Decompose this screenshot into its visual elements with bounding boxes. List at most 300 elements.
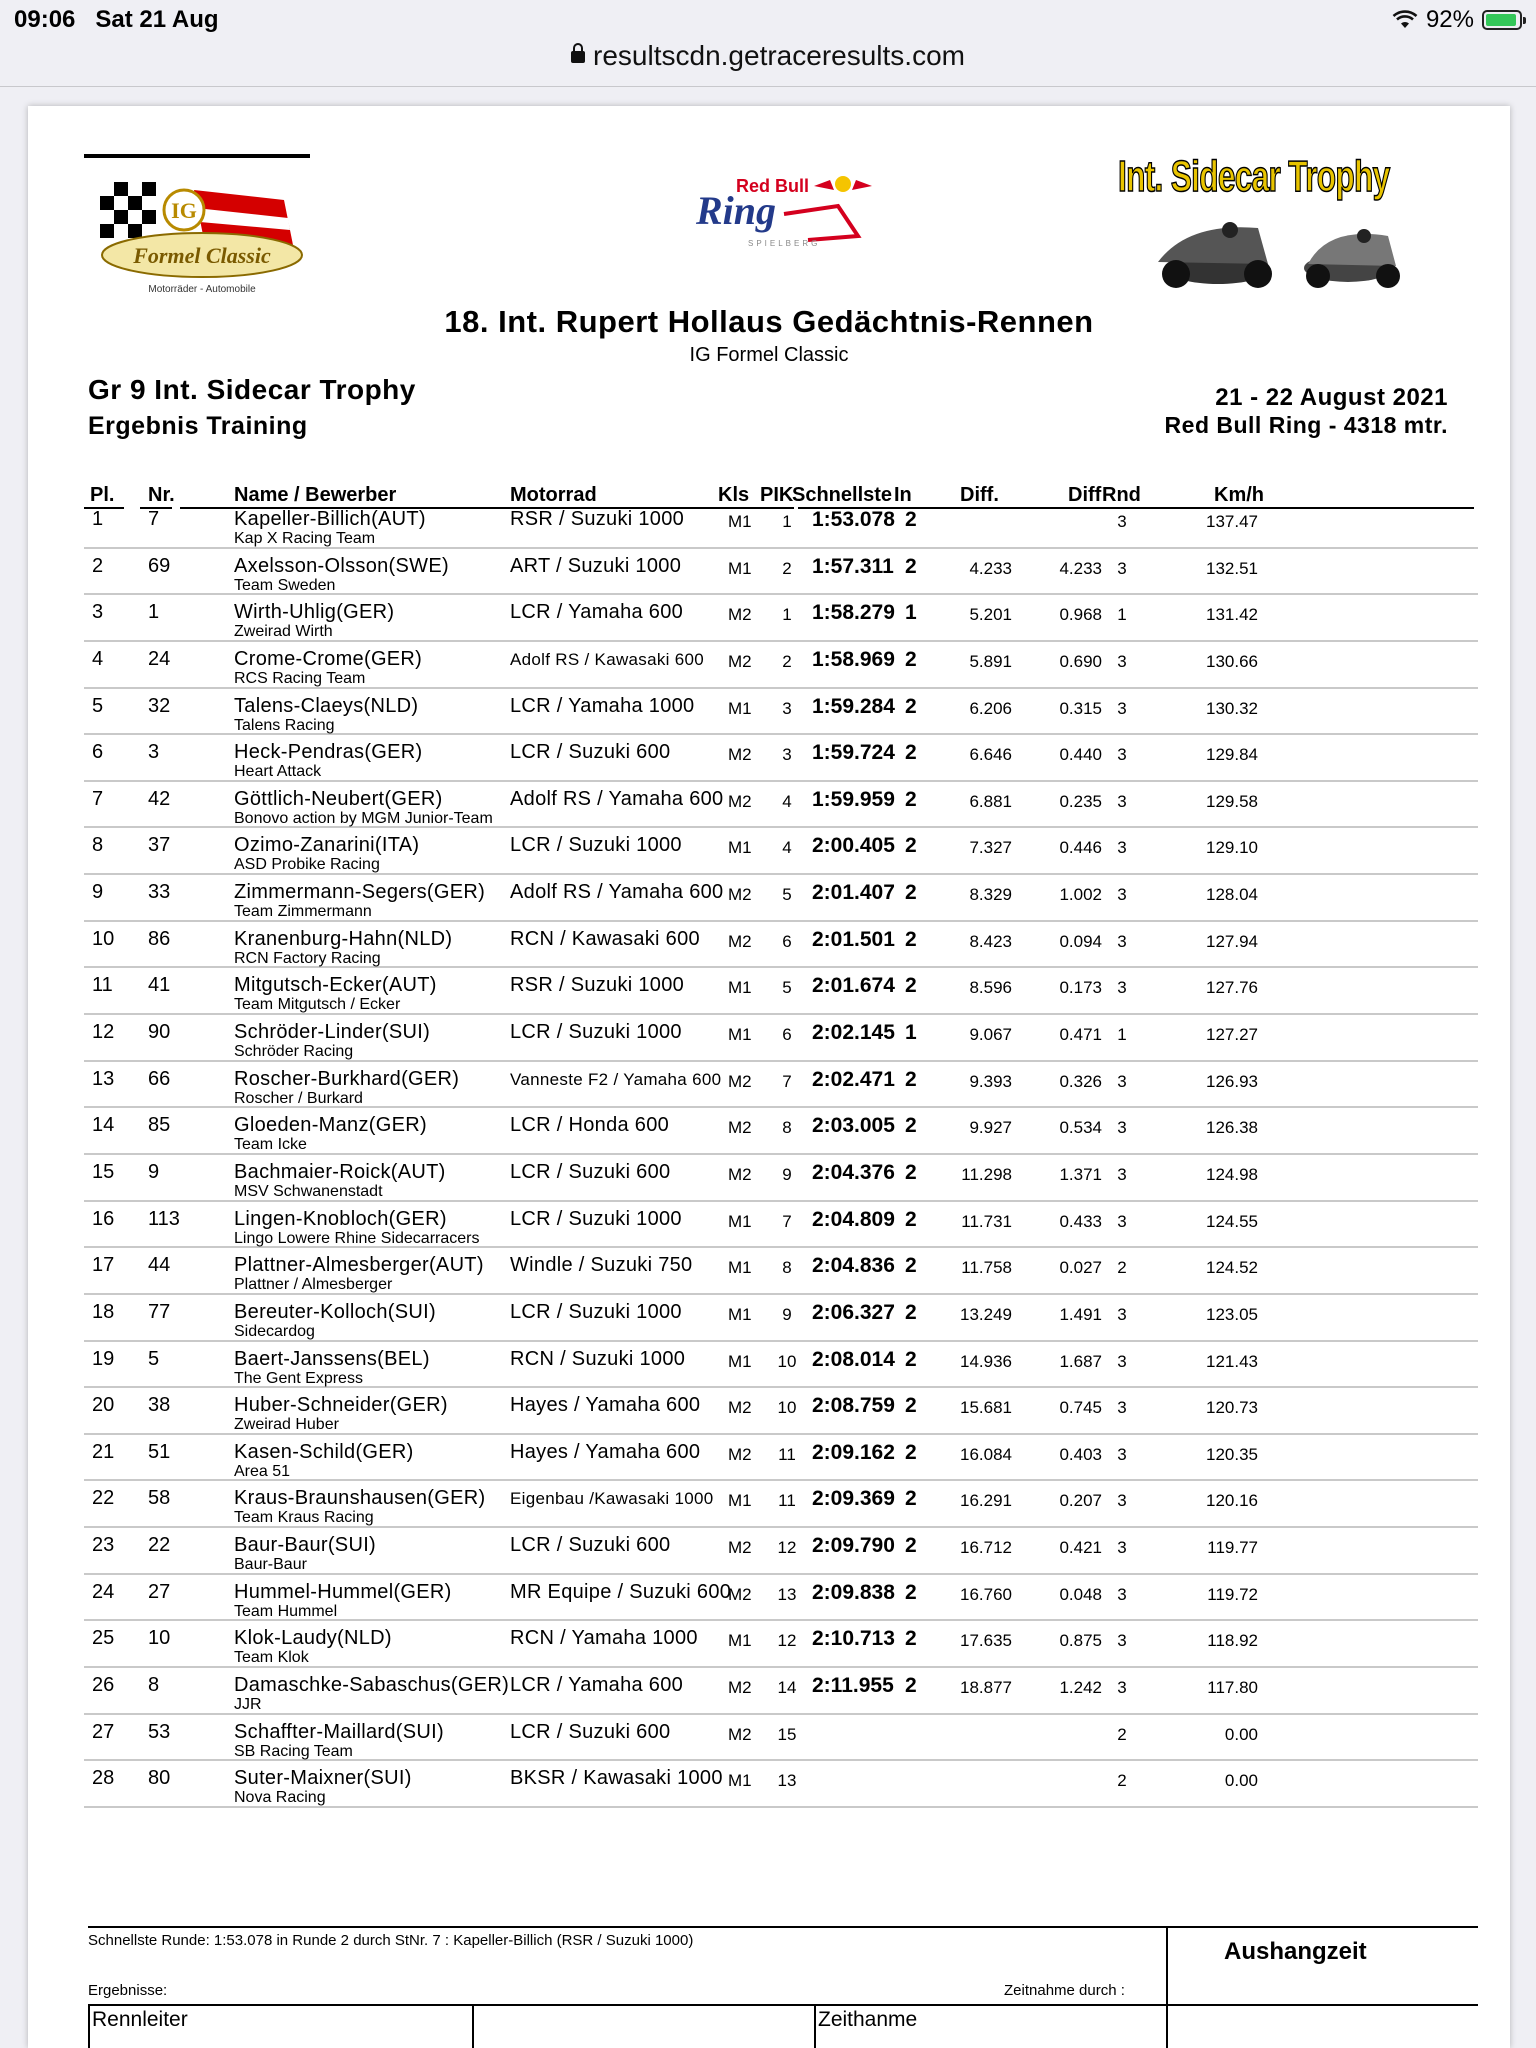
class: M1 (728, 838, 752, 858)
diff-leader: 16.760 (960, 1584, 1012, 1604)
start-number: 58 (148, 1487, 171, 1510)
speed-kmh: 121.43 (1206, 1351, 1258, 1371)
lap-in: 2 (905, 1394, 917, 1418)
diff-leader: 14.936 (960, 1351, 1012, 1371)
class-position: 1 (782, 605, 792, 625)
laps: 3 (1117, 1444, 1127, 1464)
motorcycle: Windle / Suzuki 750 (510, 1254, 693, 1277)
start-number: 32 (148, 694, 171, 717)
diff-previous: 1.687 (1059, 1351, 1102, 1371)
rider-name: Hummel-Hummel(GER) (234, 1580, 452, 1603)
col-kmh: Km/h (1214, 484, 1264, 506)
col-name: Name / Bewerber (234, 484, 397, 506)
speed-kmh: 123.05 (1206, 1304, 1258, 1324)
team-name: JJR (234, 1696, 262, 1714)
table-row (84, 1295, 1478, 1342)
rider-name: Baur-Baur(SUI) (234, 1534, 377, 1557)
lap-in: 2 (905, 647, 917, 671)
diff-previous: 0.207 (1059, 1491, 1102, 1511)
place: 11 (92, 974, 113, 997)
motorcycle: Adolf RS / Yamaha 600 (510, 881, 724, 904)
start-number: 86 (148, 927, 171, 950)
diff-leader: 9.067 (969, 1025, 1012, 1045)
diff-previous: 0.534 (1059, 1118, 1102, 1138)
place: 4 (92, 647, 104, 670)
diff-previous: 0.326 (1059, 1071, 1102, 1091)
table-row (84, 1108, 1478, 1155)
place: 25 (92, 1627, 115, 1650)
rider-name: Kranenburg-Hahn(NLD) (234, 927, 453, 950)
lap-in: 2 (905, 787, 917, 811)
diff-previous: 0.173 (1059, 978, 1102, 998)
team-name: Team Kraus Racing (234, 1509, 374, 1527)
ig-formel-classic-logo (84, 154, 310, 294)
class-position: 11 (778, 1491, 796, 1511)
motorcycle: BKSR / Kawasaki 1000 (510, 1767, 723, 1790)
lock-icon (571, 51, 585, 63)
class: M2 (728, 1538, 752, 1558)
place: 7 (92, 787, 104, 810)
motorcycle: LCR / Honda 600 (510, 1114, 670, 1137)
lap-in: 2 (905, 508, 917, 531)
motorcycle: Eigenbau /Kawasaki 1000 (510, 1489, 714, 1509)
diff-leader: 11.758 (961, 1258, 1012, 1278)
class: M2 (728, 1724, 752, 1744)
lap-in: 2 (905, 1067, 917, 1091)
motorcycle: Hayes / Yamaha 600 (510, 1440, 701, 1463)
diff-previous: 1.491 (1059, 1304, 1102, 1324)
place: 1 (92, 508, 104, 530)
status-right (1392, 6, 1522, 34)
place: 3 (92, 601, 104, 624)
laps: 3 (1117, 838, 1127, 858)
place: 13 (92, 1067, 115, 1090)
lap-in: 2 (905, 974, 917, 998)
diff-leader: 17.635 (960, 1631, 1012, 1651)
laps: 3 (1117, 1118, 1127, 1138)
fastest-lap: 2:09.162 (812, 1440, 895, 1464)
diff-leader: 9.393 (969, 1071, 1012, 1091)
rider-name: Wirth-Uhlig(GER) (234, 601, 395, 624)
rider-name: Lingen-Knobloch(GER) (234, 1207, 447, 1230)
class: M1 (728, 558, 752, 578)
speed-kmh: 124.98 (1206, 1164, 1258, 1184)
start-number: 42 (148, 787, 171, 810)
place: 22 (92, 1487, 115, 1510)
place: 15 (92, 1160, 115, 1183)
class: M1 (728, 1258, 752, 1278)
speed-kmh: 124.55 (1206, 1211, 1258, 1231)
table-row (84, 1155, 1478, 1202)
speed-kmh: 126.93 (1206, 1071, 1258, 1091)
lap-in: 2 (905, 1674, 917, 1698)
diff-previous: 0.403 (1059, 1444, 1102, 1464)
class-position: 5 (782, 978, 792, 998)
timekeeping-label: Zeithanme (818, 2008, 918, 2031)
fastest-lap: 1:59.959 (812, 787, 895, 811)
race-director-label: Rennleiter (92, 2008, 188, 2031)
class-position: 6 (782, 931, 792, 951)
fastest-lap: 1:59.284 (812, 694, 895, 718)
diff-leader: 6.206 (969, 698, 1012, 718)
fastest-lap: 2:08.759 (812, 1394, 895, 1418)
team-name: MSV Schwanenstadt (234, 1182, 383, 1200)
timing-label: Zeitnahme durch : (1004, 1982, 1125, 1999)
laps: 3 (1117, 885, 1127, 905)
place: 28 (92, 1767, 115, 1790)
table-row (84, 1668, 1478, 1715)
motorcycle: MR Equipe / Suzuki 600 (510, 1580, 732, 1603)
class: M2 (728, 1164, 752, 1184)
rider-name: Ozimo-Zanarini(ITA) (234, 834, 420, 857)
laps: 2 (1117, 1258, 1127, 1278)
speed-kmh: 119.77 (1207, 1538, 1258, 1558)
col-diff: Diff. (960, 484, 999, 506)
speed-kmh: 127.27 (1206, 1025, 1258, 1045)
battery-percent: 92% (1425, 6, 1474, 33)
table-row (84, 1435, 1478, 1482)
rider-name: Huber-Schneider(GER) (234, 1394, 448, 1417)
diff-previous: 0.875 (1059, 1631, 1102, 1651)
team-name: Team Icke (234, 1136, 307, 1154)
motorcycle: LCR / Suzuki 1000 (510, 834, 682, 857)
rider-name: Crome-Crome(GER) (234, 647, 423, 670)
motorcycle: RCN / Suzuki 1000 (510, 1347, 686, 1370)
class: M2 (728, 931, 752, 951)
table-row (84, 689, 1478, 736)
diff-previous: 0.446 (1059, 838, 1102, 858)
diff-leader: 6.881 (969, 791, 1012, 811)
class-position: 13 (777, 1584, 797, 1604)
place: 26 (92, 1674, 115, 1697)
svg-text:Red Bull: Red Bull (736, 176, 810, 196)
table-row (84, 595, 1478, 642)
fastest-lap: 2:01.501 (812, 927, 895, 951)
diff-leader: 11.731 (961, 1211, 1012, 1231)
lap-in: 2 (905, 554, 917, 578)
class: M1 (728, 512, 752, 531)
rider-name: Schröder-Linder(SUI) (234, 1021, 431, 1044)
col-pl: Pl. (90, 484, 115, 506)
motorcycle: RCN / Yamaha 1000 (510, 1627, 698, 1650)
table-row (84, 1202, 1478, 1249)
start-number: 113 (148, 1207, 180, 1230)
class: M2 (728, 885, 752, 905)
class-position: 2 (782, 651, 792, 671)
class: M2 (728, 605, 752, 625)
laps: 3 (1117, 1584, 1127, 1604)
diff-leader: 9.927 (969, 1118, 1012, 1138)
fastest-lap: 2:01.674 (812, 974, 895, 998)
lap-in: 2 (905, 694, 917, 718)
col-rnd: Rnd (1102, 484, 1141, 506)
class: M2 (728, 1678, 752, 1698)
diff-previous: 0.315 (1059, 698, 1102, 718)
class: M2 (728, 651, 752, 671)
table-row (84, 922, 1478, 969)
class-position: 12 (777, 1538, 797, 1558)
laps: 1 (1117, 605, 1127, 625)
team-name: Team Zimmermann (234, 903, 372, 921)
start-number: 22 (148, 1534, 171, 1557)
table-row (84, 782, 1478, 829)
diff-leader: 16.084 (960, 1444, 1012, 1464)
speed-kmh: 137.47 (1206, 512, 1258, 531)
fastest-lap: 1:58.279 (812, 601, 895, 625)
col-fastest: Schnellste (792, 484, 893, 506)
speed-kmh: 117.80 (1207, 1678, 1258, 1698)
speed-kmh: 118.92 (1207, 1631, 1258, 1651)
start-number: 77 (148, 1300, 171, 1323)
class-position: 12 (777, 1631, 797, 1651)
wifi-icon (1392, 10, 1418, 30)
fastest-lap: 2:04.376 (812, 1160, 895, 1184)
speed-kmh: 126.38 (1206, 1118, 1258, 1138)
diff-previous: 0.048 (1059, 1584, 1102, 1604)
diff-previous: 0.094 (1059, 931, 1102, 951)
group-title: Gr 9 Int. Sidecar Trophy (88, 374, 416, 405)
table-row (84, 735, 1478, 782)
rider-name: Roscher-Burkhard(GER) (234, 1067, 460, 1090)
laps: 3 (1117, 1211, 1127, 1231)
lap-in: 1 (905, 1021, 917, 1045)
laps: 3 (1117, 1491, 1127, 1511)
rider-name: Kapeller-Billich(AUT) (234, 508, 426, 530)
motorcycle: ART / Suzuki 1000 (510, 554, 682, 577)
svg-text:Ring: Ring (696, 188, 777, 233)
place: 20 (92, 1394, 115, 1417)
motorcycle: LCR / Suzuki 600 (510, 1534, 671, 1557)
class-position: 2 (782, 558, 792, 578)
organizer: IG Formel Classic (689, 344, 849, 366)
rider-name: Klok-Laudy(NLD) (234, 1627, 392, 1650)
speed-kmh: 0.00 (1224, 1724, 1258, 1744)
place: 12 (92, 1021, 115, 1044)
team-name: Team Sweden (234, 576, 336, 594)
diff-previous: 0.235 (1059, 791, 1102, 811)
lap-in: 2 (905, 834, 917, 858)
place: 5 (92, 694, 104, 717)
speed-kmh: 130.66 (1206, 651, 1258, 671)
fastest-lap: 2:11.955 (812, 1674, 894, 1698)
team-name: RCN Factory Racing (234, 949, 381, 967)
rider-name: Göttlich-Neubert(GER) (234, 787, 443, 810)
team-name: RCS Racing Team (234, 669, 366, 687)
class: M1 (728, 1351, 752, 1371)
start-number: 38 (148, 1394, 171, 1417)
laps: 2 (1117, 1771, 1127, 1791)
class: M2 (728, 1584, 752, 1604)
lap-in: 2 (905, 927, 917, 951)
start-number: 85 (148, 1114, 171, 1137)
motorcycle: LCR / Yamaha 600 (510, 1674, 684, 1697)
table-row (84, 875, 1478, 922)
diff-leader: 18.877 (960, 1678, 1012, 1698)
col-kls: Kls (718, 484, 750, 506)
session-title: Ergebnis Training (88, 412, 308, 440)
lap-in: 2 (905, 1627, 917, 1651)
motorcycle: Hayes / Yamaha 600 (510, 1394, 701, 1417)
motorcycle: RSR / Suzuki 1000 (510, 974, 685, 997)
url-text: resultscdn.getraceresults.com (593, 40, 965, 71)
speed-kmh: 129.10 (1206, 838, 1258, 858)
lap-in: 2 (905, 1207, 917, 1231)
fastest-lap-note: Schnellste Runde: 1:53.078 in Runde 2 durch StNr. 7 : Kapeller-Billich (RSR / Suzuki 1000) (88, 1932, 694, 1949)
table-row (84, 1528, 1478, 1575)
event-date: 21 - 22 August 2021 (1215, 384, 1448, 411)
class-position: 7 (782, 1211, 792, 1231)
laps: 3 (1117, 931, 1127, 951)
motorcycle: Vanneste F2 / Yamaha 600 (510, 1069, 722, 1089)
rider-name: Schaffter-Maillard(SUI) (234, 1720, 444, 1743)
lap-in: 1 (905, 601, 917, 625)
table-row (84, 828, 1478, 875)
class-position: 5 (782, 885, 792, 905)
col-nr: Nr. (148, 484, 175, 506)
diff-leader: 8.596 (969, 978, 1012, 998)
place: 19 (92, 1347, 115, 1370)
team-name: Kap X Racing Team (234, 530, 376, 547)
table-row (84, 1715, 1478, 1762)
battery-icon (1482, 10, 1522, 30)
laps: 3 (1117, 1351, 1127, 1371)
rider-name: Kraus-Braunshausen(GER) (234, 1487, 486, 1510)
motorcycle: LCR / Suzuki 600 (510, 741, 671, 764)
team-name: Heart Attack (234, 763, 322, 781)
class-position: 4 (782, 838, 792, 858)
class-position: 7 (782, 1071, 792, 1091)
table-row (84, 1761, 1478, 1808)
col-diff2: Diff (1068, 484, 1102, 506)
motorcycle: LCR / Suzuki 600 (510, 1160, 671, 1183)
url-bar[interactable] (0, 40, 1536, 87)
start-number: 44 (148, 1254, 171, 1277)
motorcycle: Adolf RS / Yamaha 600 (510, 787, 724, 810)
laps: 2 (1117, 1724, 1127, 1744)
start-number: 80 (148, 1767, 171, 1790)
lap-in: 2 (905, 1487, 917, 1511)
event-title: 18. Int. Rupert Hollaus Gedächtnis-Rennen (444, 304, 1094, 339)
diff-previous: 1.002 (1059, 885, 1102, 905)
class-position: 10 (777, 1351, 797, 1371)
svg-text:Formel Classic: Formel Classic (133, 243, 271, 268)
start-number: 7 (148, 508, 160, 530)
class-position: 14 (777, 1678, 797, 1698)
table-row (84, 1388, 1478, 1435)
place: 6 (92, 741, 104, 764)
rider-name: Kasen-Schild(GER) (234, 1440, 414, 1463)
speed-kmh: 127.76 (1206, 978, 1258, 998)
start-number: 27 (148, 1580, 171, 1603)
rider-name: Zimmermann-Segers(GER) (234, 881, 486, 904)
class: M2 (728, 1398, 752, 1418)
place: 2 (92, 554, 104, 577)
results-document (28, 106, 1510, 2048)
laps: 1 (1117, 1025, 1127, 1045)
class-position: 3 (782, 745, 792, 765)
class: M1 (728, 1631, 752, 1651)
table-row (84, 1575, 1478, 1622)
lap-in: 2 (905, 1254, 917, 1278)
fastest-lap: 2:09.790 (812, 1534, 895, 1558)
class-position: 10 (777, 1398, 797, 1418)
diff-leader: 8.329 (969, 885, 1012, 905)
class: M2 (728, 1444, 752, 1464)
diff-leader: 6.646 (969, 745, 1012, 765)
results-table (84, 502, 1478, 1808)
fastest-lap: 2:06.327 (812, 1300, 895, 1324)
lap-in: 2 (905, 1534, 917, 1558)
start-number: 53 (148, 1720, 171, 1743)
diff-leader: 7.327 (969, 838, 1012, 858)
table-row (84, 642, 1478, 689)
fastest-lap: 1:58.969 (812, 647, 895, 671)
place: 18 (92, 1300, 115, 1323)
fastest-lap: 1:59.724 (812, 741, 895, 765)
team-name: Team Hummel (234, 1602, 338, 1620)
rider-name: Plattner-Almesberger(AUT) (234, 1254, 484, 1277)
table-row (84, 1481, 1478, 1528)
status-bar (0, 0, 1536, 40)
motorcycle: LCR / Suzuki 1000 (510, 1300, 682, 1323)
class-position: 3 (782, 698, 792, 718)
start-number: 69 (148, 554, 171, 577)
laps: 3 (1117, 791, 1127, 811)
diff-previous: 0.745 (1059, 1398, 1102, 1418)
laps: 3 (1117, 651, 1127, 671)
class: M1 (728, 1771, 752, 1791)
class-position: 8 (782, 1118, 792, 1138)
rider-name: Axelsson-Olsson(SWE) (234, 554, 449, 577)
class: M2 (728, 1118, 752, 1138)
speed-kmh: 120.16 (1206, 1491, 1258, 1511)
svg-text:IG: IG (171, 198, 197, 223)
motorcycle: LCR / Suzuki 600 (510, 1720, 671, 1743)
place: 16 (92, 1207, 115, 1230)
col-in: In (894, 484, 912, 506)
sidecar-trophy-logo: Int. Sidecar Trophy (1118, 152, 1458, 292)
speed-kmh: 124.52 (1206, 1258, 1258, 1278)
lap-in: 2 (905, 1300, 917, 1324)
diff-leader: 4.233 (969, 558, 1012, 578)
place: 23 (92, 1534, 115, 1557)
diff-leader: 8.423 (969, 931, 1012, 951)
fastest-lap: 2:09.838 (812, 1580, 895, 1604)
team-name: Sidecardog (234, 1322, 315, 1340)
class-position: 4 (782, 791, 792, 811)
start-number: 37 (148, 834, 171, 857)
laps: 3 (1117, 1398, 1127, 1418)
fastest-lap: 2:09.369 (812, 1487, 895, 1511)
place: 14 (92, 1114, 115, 1137)
speed-kmh: 120.35 (1206, 1444, 1258, 1464)
team-name: Nova Racing (234, 1789, 326, 1807)
diff-leader: 15.681 (960, 1398, 1012, 1418)
rider-name: Talens-Claeys(NLD) (234, 694, 419, 717)
motorcycle: RSR / Suzuki 1000 (510, 508, 685, 530)
diff-previous: 0.471 (1059, 1025, 1102, 1045)
col-motorrad: Motorrad (510, 484, 597, 506)
event-venue: Red Bull Ring - 4318 mtr. (1164, 412, 1448, 438)
start-number: 33 (148, 881, 171, 904)
diff-leader: 5.891 (969, 651, 1012, 671)
place: 10 (92, 927, 115, 950)
class-position: 8 (782, 1258, 792, 1278)
posting-time-label: Aushangzeit (1224, 1938, 1367, 1965)
red-bull-ring-logo (688, 166, 878, 256)
footer (88, 1926, 1478, 2048)
speed-kmh: 127.94 (1206, 931, 1258, 951)
